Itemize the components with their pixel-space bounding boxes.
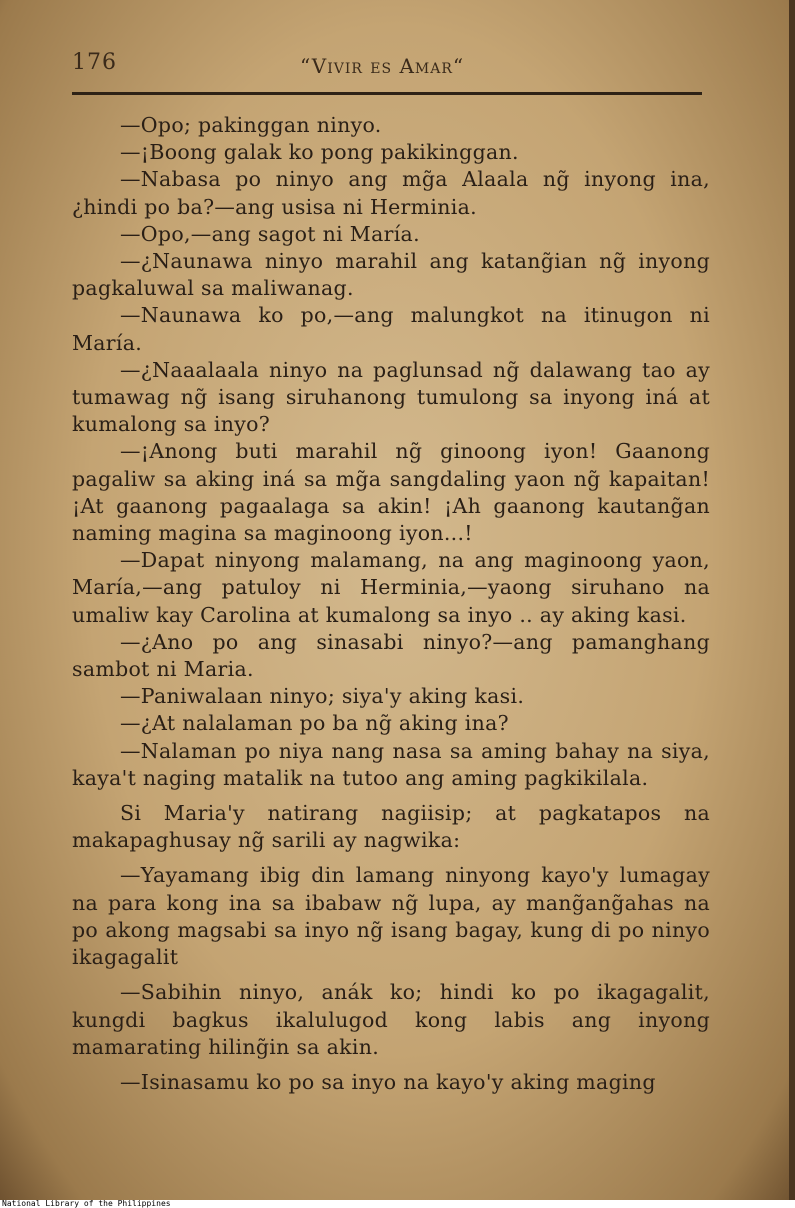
paragraph: —¿At nalalaman po ba ng̃ aking ina? bbox=[120, 711, 509, 736]
paragraph: Si Maria'y natirang nagiisip; at pagkatapos na makapaghusay ng̃ sarili ay nagwika: bbox=[72, 801, 710, 853]
paragraph: —Opo; pakinggan ninyo. bbox=[120, 113, 382, 137]
page-edge-shadow bbox=[789, 0, 795, 1200]
page-number: 176 bbox=[72, 50, 117, 75]
header-rule bbox=[72, 92, 702, 95]
paragraph: —Isinasamu ko po sa inyo na kayo'y aking maging bbox=[120, 1069, 656, 1094]
paragraph: —Nabasa po ninyo ang mg̃a Alaala ng̃ inyong ina, ¿hindi po ba?—ang usisa ni Herminia. bbox=[72, 167, 710, 219]
paragraph: —Paniwalaan ninyo; siya'y aking kasi. bbox=[120, 684, 525, 709]
library-credit: National Library of the Philippines bbox=[2, 1199, 171, 1208]
paragraph: —Yayamang ibig din lamang ninyong kayo'y lumagay na para kong ina sa ibabaw ng̃ lupa, ay mang̃ang̃ahas na po akong magsabi sa inyo ng̃ isang bagay, kung di po ninyo ikagagalit bbox=[72, 863, 710, 970]
paragraph: —¿Naaalaala ninyo na paglunsad ng̃ dalawang tao ay tumawag ng̃ isang siruhanong tumulong sa inyong iná at kumalong sa inyo? bbox=[72, 357, 710, 437]
paragraph: —Nalaman po niya nang nasa sa aming bahay na siya, kaya't naging matalik na tutoo ang aming pagkikilala. bbox=[72, 738, 710, 790]
paragraph: —¿Ano po ang sinasabi ninyo?—ang pamanghang sambot ni Maria. bbox=[72, 629, 710, 682]
paragraph: —¡Anong buti marahil ng̃ ginoong iyon! Gaanong pagaliw sa aking iná sa mg̃a sangdaling yaon ng̃ kapaitan! ¡At gaanong pagaalaga sa akin! ¡Ah gaanong kautang̃an naming magina sa maginoong iyon...! bbox=[72, 439, 710, 546]
paragraph: —Sabihin ninyo, anák ko; hindi ko po ikagagalit, kungdi bagkus ikalulugod kong labis ang inyong mamarating hiling̃in sa akin. bbox=[72, 980, 710, 1059]
paragraph: —¡Boong galak ko pong pakikinggan. bbox=[120, 140, 519, 165]
running-title: “Vivir es Amar“ bbox=[300, 54, 465, 78]
paragraph: —Dapat ninyong malamang, na ang maginoong yaon, María,—ang patuloy ni Herminia,—yaong siruhano na umaliw kay Carolina at kumalong sa inyo .. ay aking kasi. bbox=[72, 548, 710, 627]
paragraph: —Opo,—ang sagot ni María. bbox=[120, 221, 420, 246]
paragraph: —¿Naunawa ninyo marahil ang katang̃ian ng̃ inyong pagkaluwal sa maliwanag. bbox=[72, 249, 710, 301]
paragraph: —Naunawa ko po,—ang malungkot na itinugon ni María. bbox=[72, 303, 710, 355]
body-text bbox=[72, 112, 710, 1096]
